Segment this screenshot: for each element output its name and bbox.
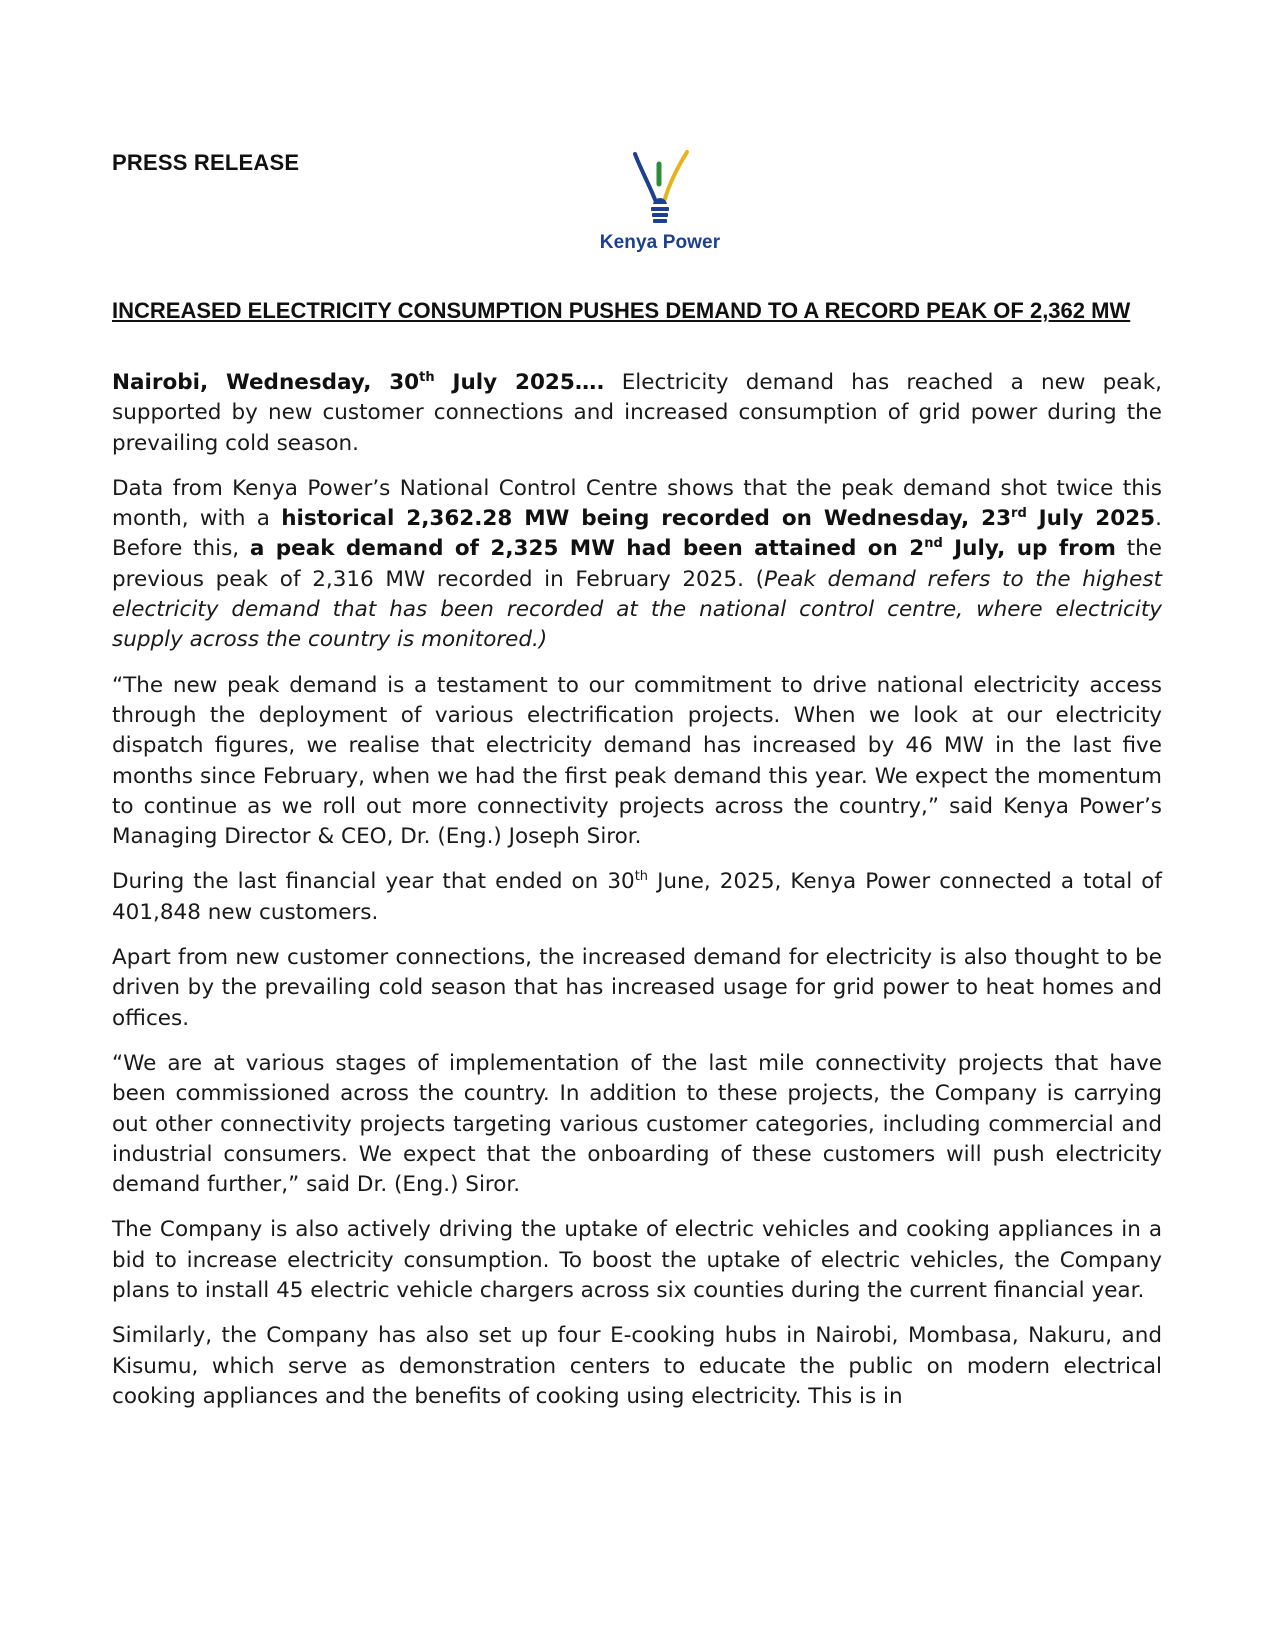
headline: INCREASED ELECTRICITY CONSUMPTION PUSHES DEMAND TO A RECORD PEAK OF 2,362 MW [112, 298, 1131, 323]
kenya-power-logo [590, 150, 730, 265]
logo-text: Kenya Power [599, 232, 721, 253]
paragraph-connections: During the last financial year that ended on 30th June, 2025, Kenya Power connected a total of 401,848 new customers. [112, 869, 1162, 925]
paragraph-cold-season: Apart from new customer connections, the increased demand for electricity is also thought to be driven by the prevailing cold season that has increased usage for grid power to heat homes and offices. [112, 945, 1162, 1031]
dateline: Nairobi, Wednesday, 30th July 2025…. [112, 370, 605, 395]
paragraph-electric-vehicles: The Company is also actively driving the uptake of electric vehicles and cooking appliances in a bid to increase electricity consumption. To boost the uptake of electric vehicles, the Company plans to install 45 electric vehicle chargers across six counties during the current financial year. [112, 1217, 1162, 1304]
document-label: PRESS RELEASE [112, 150, 300, 175]
paragraph-dateline: Nairobi, Wednesday, 30th July 2025…. Electricity demand has reached a new peak, supported by new customer connections and increased consumption of grid power during the prevailing cold season. [112, 370, 1162, 456]
paragraph-ceo-quote: “The new peak demand is a testament to our commitment to drive national electricity access through the deployment of various electrification projects. When we look at our electricity dispatch figures, we realise that electricity demand has increased by 46 MW in the last five months since February, when we had the first peak demand this year. We expect the momentum to continue as we roll out more connectivity projects across the country,” said Kenya Power’s Managing Director & CEO, Dr. (Eng.) Joseph Siror. [112, 672, 1162, 850]
paragraph-siror-quote: “We are at various stages of implementation of the last mile connectivity projects that have been commissioned across the country. In addition to these projects, the Company is carrying out other connectivity projects targeting various customer categories, including commercial and industrial consumers. We expect that the onboarding of these customers will push electricity demand further,” said Dr. (Eng.) Siror. [112, 1050, 1162, 1198]
bold-previous-peak: a peak demand of 2,325 MW had been attained on 2nd July, up from [249, 536, 1116, 562]
italic-definition: Peak demand refers to the highest electricity demand that has been recorded at the national control centre, where electricity supply across the country is monitored.) [112, 566, 1162, 653]
body-text [112, 368, 1162, 1427]
kenya-power-logo-icon [625, 150, 695, 230]
paragraph-e-cooking: Similarly, the Company has also set up four E-cooking hubs in Nairobi, Mombasa, Nakuru, and Kisumu, which serve as demonstration centers to educate the public on modern electrical cooking appliances and the benefits of cooking using electricity. This is in [112, 1323, 1162, 1409]
bold-historical-peak: historical 2,362.28 MW being recorded on Wednesday, 23rd July 2025 [281, 506, 1156, 532]
paragraph-peak-data: Data from Kenya Power’s National Control Centre shows that the peak demand shot twice this month, with a historical 2,362.28 MW being recorded on Wednesday, 23rd July 2025. Before this, a peak demand of 2,325 MW had been attained on 2nd July, up from the previous peak of 2,316 MW recorded in February 2025. (Peak demand refers to the highest electricity demand that has been recorded at the national control centre, where electricity supply across the country is monitored.) [112, 475, 1162, 653]
